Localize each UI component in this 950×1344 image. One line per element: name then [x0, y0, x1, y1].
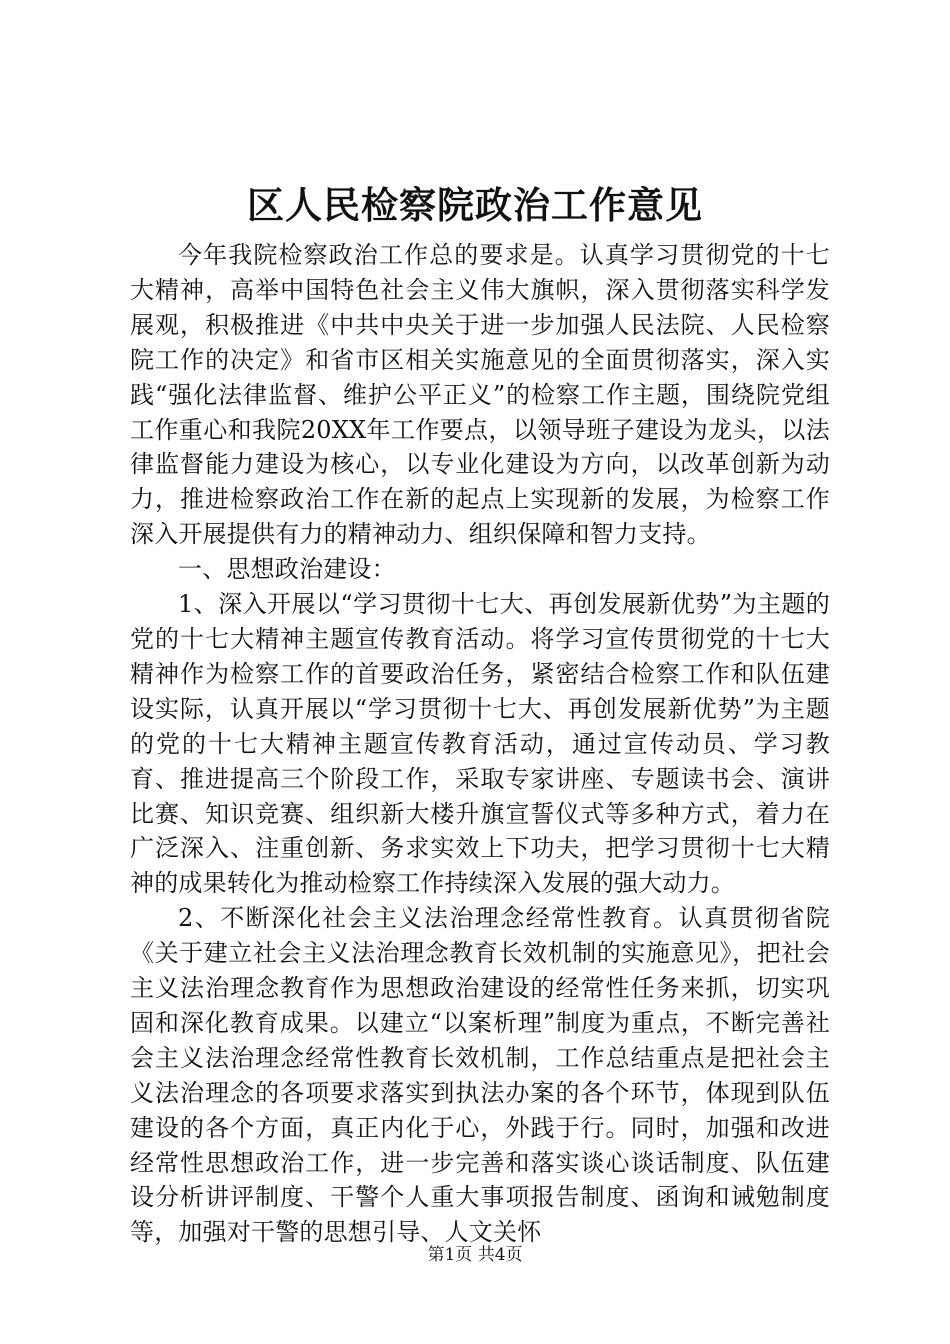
page-total: 共4页: [477, 1245, 523, 1265]
page-number: 第1页: [427, 1245, 473, 1265]
page-footer: [0, 1243, 950, 1267]
paragraph-item-1: 1、深入开展以“学习贯彻十七大、再创发展新优势”为主题的党的十七大精神主题宣传教育活动。将学习宣传贯彻党的十七大精神作为检察工作的首要政治任务，紧密结合检察工作和队伍建设实际，认真开展以“学习贯彻十七大、再创发展新优势”为主题的党的十七大精神主题宣传教育活动，通过宣传动员、学习教育、推进提高三个阶段工作，采取专家讲座、专题读书会、演讲比赛、知识竞赛、组织新大楼升旗宣誓仪式等多种方式，着力在广泛深入、注重创新、务求实效上下功夫，把学习贯彻十七大精神的成果转化为推动检察工作持续深入发展的强大动力。: [130, 590, 830, 898]
paragraph-section-heading: 一、思想政治建设：: [178, 555, 396, 584]
paragraph-item-2: 2、不断深化社会主义法治理念经常性教育。认真贯彻省院《关于建立社会主义法治理念教育长效机制的实施意见》，把社会主义法治理念教育作为思想政治建设的经常性任务来抓，切实巩固和深化教育成果。以建立“以案析理”制度为重点，不断完善社会主义法治理念经常性教育长效机制，工作总结重点是把社会主义法治理念的各项要求落实到执法办案的各个环节，体现到队伍建设的各个方面，真正内化于心，外践于行。同时，加强和改进经常性思想政治工作，进一步完善和落实谈心谈话制度、队伍建设分析讲评制度、干警个人重大事项报告制度、函询和诫勉制度等，加强对干警的思想引导、人文关怀: [130, 904, 830, 1247]
document-title: 区人民检察院政治工作意见: [247, 183, 703, 227]
paragraph-intro: 今年我院检察政治工作总的要求是。认真学习贯彻党的十七大精神，高举中国特色社会主义伟大旗帜，深入贯彻落实科学发展观，积极推进《中共中央关于进一步加强人民法院、人民检察院工作的决定》和省市区相关实施意见的全面贯彻落实，深入实践“强化法律监督、维护公平正义”的检察工作主题，围绕院党组工作重心和我院20XX年工作要点，以领导班子建设为龙头，以法律监督能力建设为核心，以专业化建设为方向，以改革创新为动力，推进检察政治工作在新的起点上实现新的发展，为检察工作深入开展提供有力的精神动力、组织保障和智力支持。: [130, 241, 830, 549]
document-body: [130, 238, 830, 1250]
